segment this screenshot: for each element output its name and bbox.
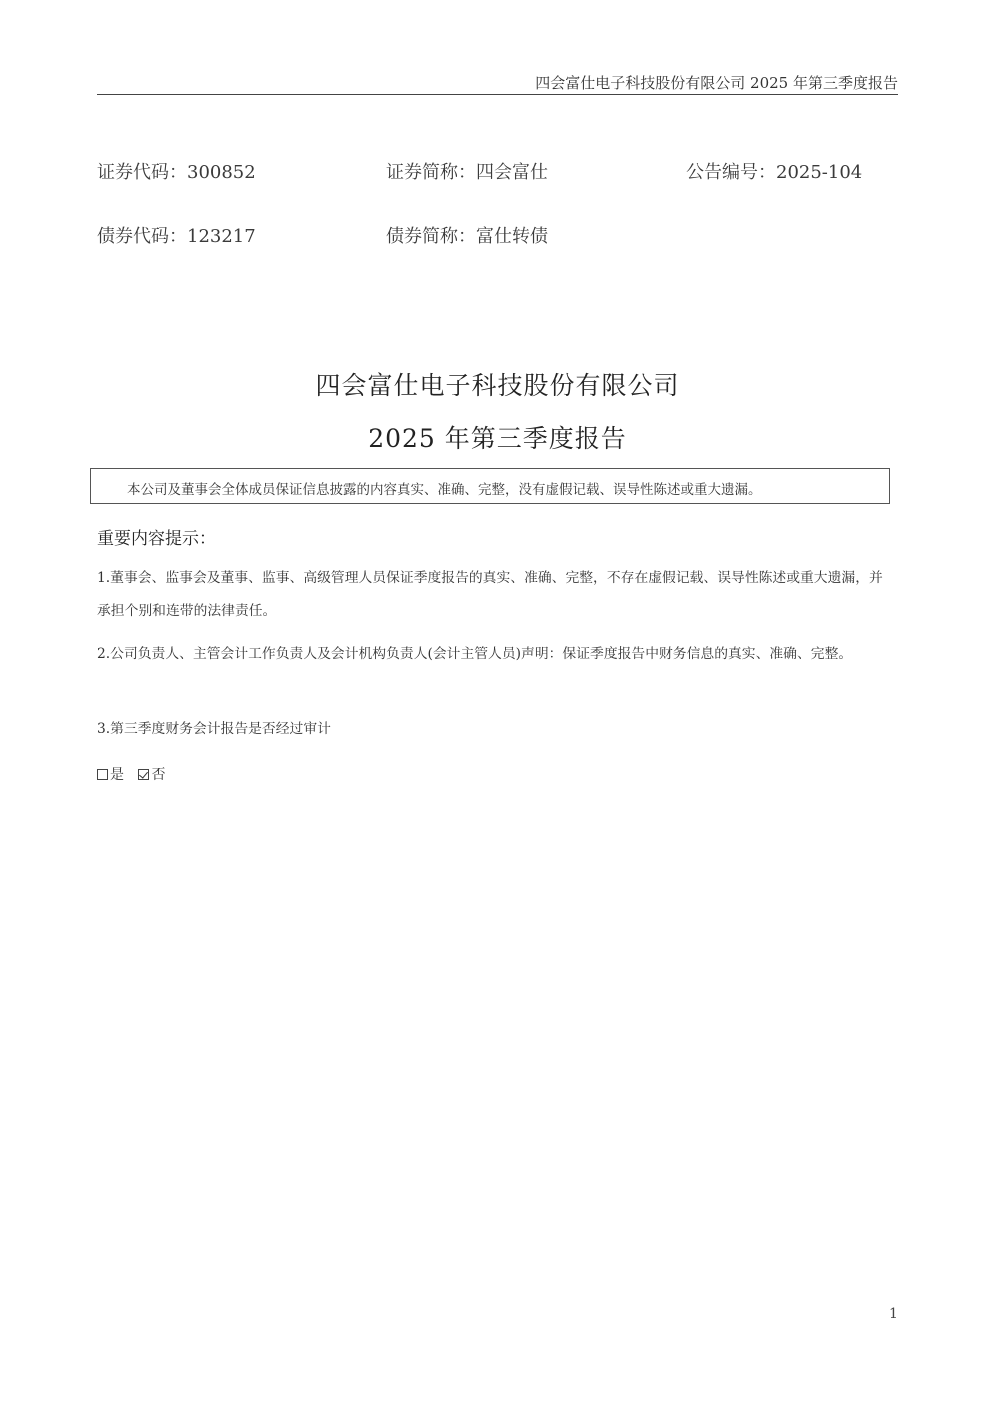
bond-abbr (386, 222, 548, 248)
page-number: 1 (889, 1306, 898, 1322)
stock-code-label: 证券代码： (97, 162, 187, 183)
bond-code-value: 123217 (187, 226, 256, 247)
checkbox-yes[interactable] (97, 769, 108, 780)
announcement-no-value: 2025-104 (776, 162, 863, 183)
stock-code (97, 158, 256, 184)
checkbox-no-checked[interactable] (138, 769, 149, 780)
announcement-no (686, 158, 862, 184)
stock-abbr (386, 158, 548, 184)
bond-code (97, 222, 256, 248)
audit-options (97, 764, 175, 784)
bond-abbr-label: 债券简称： (386, 226, 476, 247)
important-item-1: 1.董事会、监事会及董事、监事、高级管理人员保证季度报告的真实、准确、完整，不存在虚假记载、误导性陈述或重大遗漏，并承担个别和连带的法律责任。 (97, 570, 883, 619)
running-header: 四会富仕电子科技股份有限公司 2025 年第三季度报告 (535, 74, 898, 92)
stock-abbr-label: 证券简称： (386, 162, 476, 183)
option-yes-label: 是 (110, 767, 124, 783)
header-rule (97, 94, 898, 95)
bond-abbr-value: 富仕转债 (476, 226, 548, 247)
report-title: 2025 年第三季度报告 (368, 424, 627, 453)
announcement-no-label: 公告编号： (686, 162, 776, 183)
important-item-3: 3.第三季度财务会计报告是否经过审计 (97, 721, 331, 737)
important-heading: 重要内容提示： (97, 529, 216, 549)
stock-abbr-value: 四会富仕 (476, 162, 548, 183)
disclosure-notice-text: 本公司及董事会全体成员保证信息披露的内容真实、准确、完整，没有虚假记载、误导性陈述或重大遗漏。 (127, 482, 762, 498)
company-title: 四会富仕电子科技股份有限公司 (315, 371, 680, 400)
stock-code-value: 300852 (187, 162, 256, 183)
disclosure-notice-box (90, 468, 890, 504)
option-no-label: 否 (151, 767, 166, 783)
important-item-2: 2.公司负责人、主管会计工作负责人及会计机构负责人(会计主管人员)声明：保证季度报告中财务信息的真实、准确、完整。 (97, 646, 853, 662)
bond-code-label: 债券代码： (97, 226, 187, 247)
